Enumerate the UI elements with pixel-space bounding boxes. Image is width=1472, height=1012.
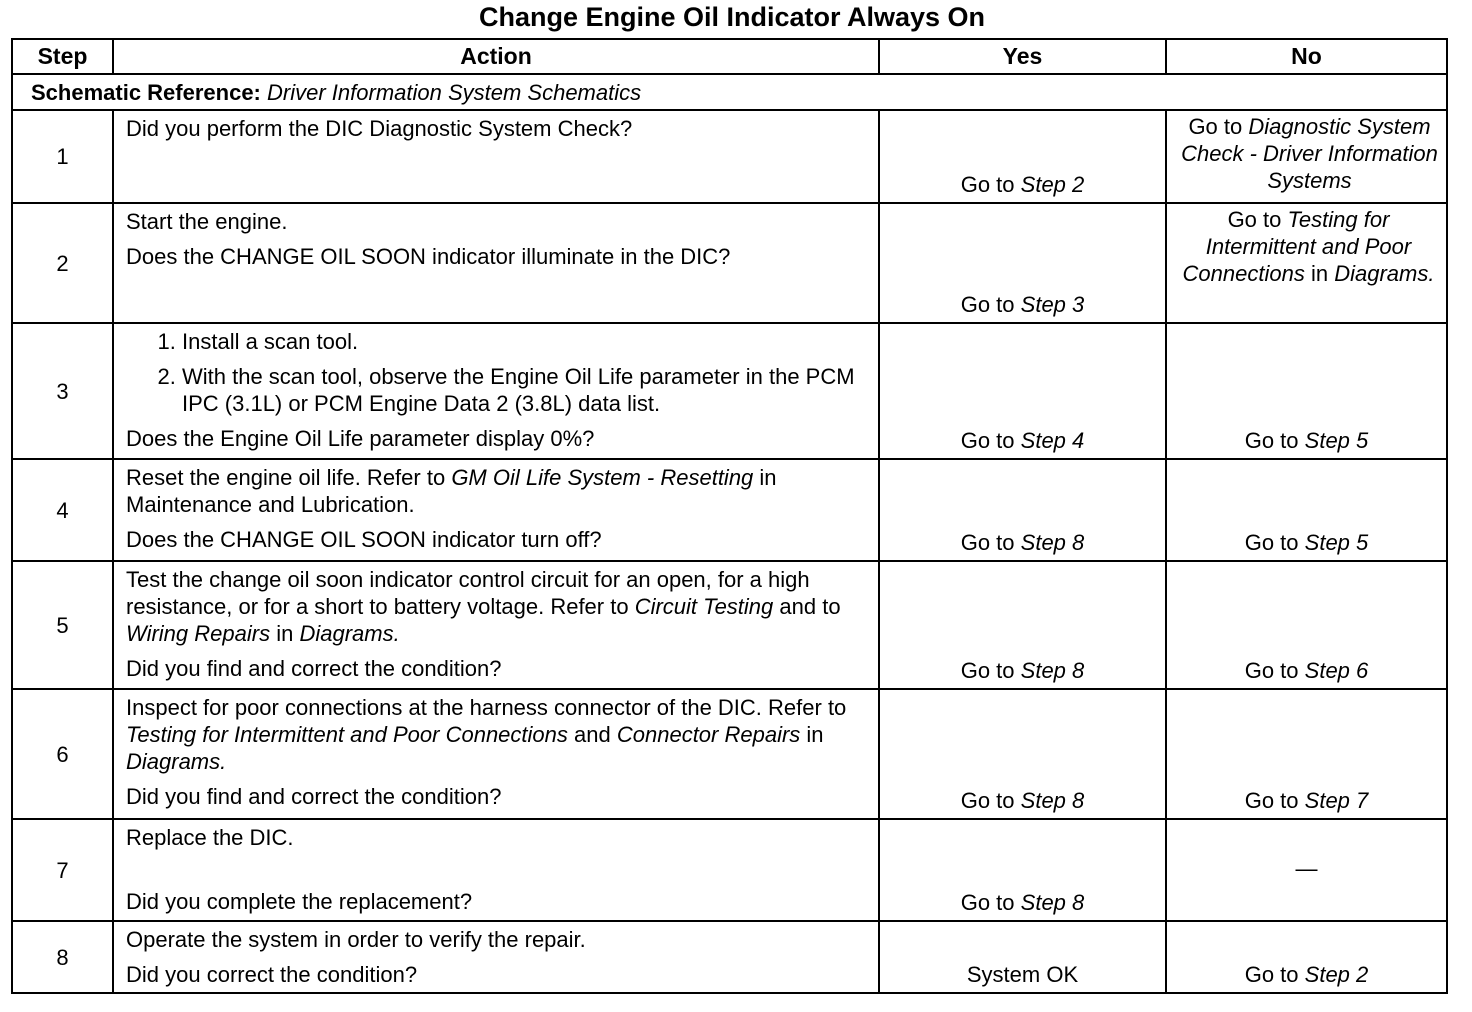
action-question: Does the Engine Oil Life parameter display 0%? xyxy=(126,426,595,451)
schematic-reference-link[interactable]: Driver Information System Schematics xyxy=(267,79,642,105)
no-cell xyxy=(1166,110,1447,203)
no-cell xyxy=(1166,323,1447,459)
yes-cell xyxy=(879,819,1166,921)
action-text: Inspect for poor connections at the harness connector of the DIC. Refer to Testing for Intermittent and Poor Connections and Connector Repairs in Diagrams. xyxy=(126,695,847,774)
action-cell xyxy=(113,110,879,203)
yes-cell xyxy=(879,561,1166,689)
table-row xyxy=(12,110,1447,203)
step-number: 2 xyxy=(12,203,113,323)
action-cell xyxy=(113,921,879,993)
step-number: 4 xyxy=(12,459,113,561)
yes-prefix: Go to xyxy=(960,172,1015,197)
yes-prefix: Go to xyxy=(960,428,1015,453)
page-title: Change Engine Oil Indicator Always On xyxy=(478,2,986,32)
table-row xyxy=(12,561,1447,689)
no-step-link[interactable]: Testing for Intermittent and Poor Connections xyxy=(1182,207,1412,286)
no-prefix: Go to xyxy=(1244,428,1299,453)
action-text: Test the change oil soon indicator control circuit for an open, for a high resistance, or for a short to battery voltage. Refer to Circuit Testing and to Wiring Repairs in Diagrams. xyxy=(126,567,841,646)
schematic-reference xyxy=(12,74,1447,110)
yes-cell xyxy=(879,110,1166,203)
header-row xyxy=(12,39,1447,74)
yes-step-link[interactable]: Step 8 xyxy=(1020,658,1085,683)
yes-cell xyxy=(879,203,1166,323)
action-cell xyxy=(113,323,879,459)
schematic-reference-row xyxy=(12,74,1447,110)
no-cell xyxy=(1166,203,1447,323)
action-cell xyxy=(113,819,879,921)
table-row xyxy=(12,323,1447,459)
no-cell xyxy=(1166,819,1447,921)
header-step: Step xyxy=(12,39,113,74)
action-list xyxy=(126,328,870,417)
yes-step-link[interactable]: Step 8 xyxy=(1020,788,1085,813)
action-cell xyxy=(113,689,879,819)
no-step-link[interactable]: Step 5 xyxy=(1304,428,1369,453)
no-mid-text: in xyxy=(1310,261,1329,286)
no-cell xyxy=(1166,689,1447,819)
yes-prefix: Go to xyxy=(960,658,1015,683)
step-number: 7 xyxy=(12,819,113,921)
table-row xyxy=(12,921,1447,993)
action-text: Did you perform the DIC Diagnostic System Check? xyxy=(126,116,633,141)
step-number: 5 xyxy=(12,561,113,689)
no-prefix: Go to xyxy=(1188,114,1243,139)
table-row xyxy=(12,689,1447,819)
no-prefix: Go to xyxy=(1244,530,1299,555)
reference-link[interactable]: Wiring Repairs xyxy=(126,621,271,646)
no-prefix: Go to xyxy=(1244,962,1299,987)
action-cell xyxy=(113,459,879,561)
no-diagrams-link[interactable]: Diagrams. xyxy=(1334,261,1435,286)
action-question: Did you complete the replacement? xyxy=(126,889,473,914)
action-question: Does the CHANGE OIL SOON indicator turn off? xyxy=(126,527,602,552)
action-text: Start the engine. xyxy=(126,209,288,234)
action-text: Reset the engine oil life. Refer to GM Oil Life System - Resetting in Maintenance and Lubrication. xyxy=(126,465,777,517)
no-dash: — xyxy=(1295,855,1318,881)
yes-step-link[interactable]: Step 2 xyxy=(1020,172,1085,197)
no-step-link[interactable]: Step 5 xyxy=(1304,530,1369,555)
reference-link[interactable]: Connector Repairs xyxy=(616,722,801,747)
table-row xyxy=(12,819,1447,921)
yes-step-link[interactable]: Step 8 xyxy=(1020,530,1085,555)
action-question: Did you find and correct the condition? xyxy=(126,784,502,809)
action-question: Did you find and correct the condition? xyxy=(126,656,502,681)
action-list-item: 1. Install a scan tool. xyxy=(182,328,870,355)
table-row xyxy=(12,203,1447,323)
reference-link[interactable]: GM Oil Life System - Resetting xyxy=(451,465,754,490)
action-cell xyxy=(113,203,879,323)
step-number: 8 xyxy=(12,921,113,993)
yes-prefix: Go to xyxy=(960,530,1015,555)
reference-link[interactable]: Circuit Testing xyxy=(634,594,774,619)
yes-step-link[interactable]: Step 4 xyxy=(1020,428,1085,453)
yes-prefix: Go to xyxy=(960,788,1015,813)
yes-cell xyxy=(879,689,1166,819)
action-question: Did you correct the condition? xyxy=(126,962,418,987)
no-prefix: Go to xyxy=(1244,788,1299,813)
action-text: Replace the DIC. xyxy=(126,825,294,850)
yes-cell xyxy=(879,921,1166,993)
header-yes: Yes xyxy=(879,39,1166,74)
yes-cell xyxy=(879,323,1166,459)
no-cell xyxy=(1166,459,1447,561)
yes-system-ok: System OK xyxy=(966,962,1079,987)
step-number: 3 xyxy=(12,323,113,459)
action-question: Does the CHANGE OIL SOON indicator illuminate in the DIC? xyxy=(126,244,731,269)
no-prefix: Go to xyxy=(1227,207,1282,232)
yes-prefix: Go to xyxy=(960,292,1015,317)
action-cell xyxy=(113,561,879,689)
no-step-link[interactable]: Diagnostic System Check - Driver Information Systems xyxy=(1181,114,1438,193)
action-list-item: 2. With the scan tool, observe the Engine Oil Life parameter in the PCM IPC (3.1L) or PCM Engine Data 2 (3.8L) data list. xyxy=(182,363,870,417)
schematic-reference-label: Schematic Reference: xyxy=(31,79,261,105)
diagnostic-table xyxy=(11,38,1448,994)
header-no: No xyxy=(1166,39,1447,74)
no-cell xyxy=(1166,561,1447,689)
reference-link[interactable]: Diagrams. xyxy=(299,621,400,646)
header-action: Action xyxy=(113,39,879,74)
table-row xyxy=(12,459,1447,561)
no-prefix: Go to xyxy=(1244,658,1299,683)
step-number: 6 xyxy=(12,689,113,819)
no-step-link[interactable]: Step 7 xyxy=(1304,788,1369,813)
no-step-link[interactable]: Step 2 xyxy=(1304,962,1369,987)
no-step-link[interactable]: Step 6 xyxy=(1304,658,1369,683)
yes-cell xyxy=(879,459,1166,561)
yes-prefix: Go to xyxy=(960,890,1015,915)
action-text: Operate the system in order to verify the repair. xyxy=(126,927,586,952)
no-cell xyxy=(1166,921,1447,993)
yes-step-link[interactable]: Step 8 xyxy=(1020,890,1085,915)
yes-step-link[interactable]: Step 3 xyxy=(1020,292,1085,317)
step-number: 1 xyxy=(12,110,113,203)
reference-link[interactable]: Testing for Intermittent and Poor Connections xyxy=(126,722,568,747)
reference-link[interactable]: Diagrams. xyxy=(126,749,227,774)
